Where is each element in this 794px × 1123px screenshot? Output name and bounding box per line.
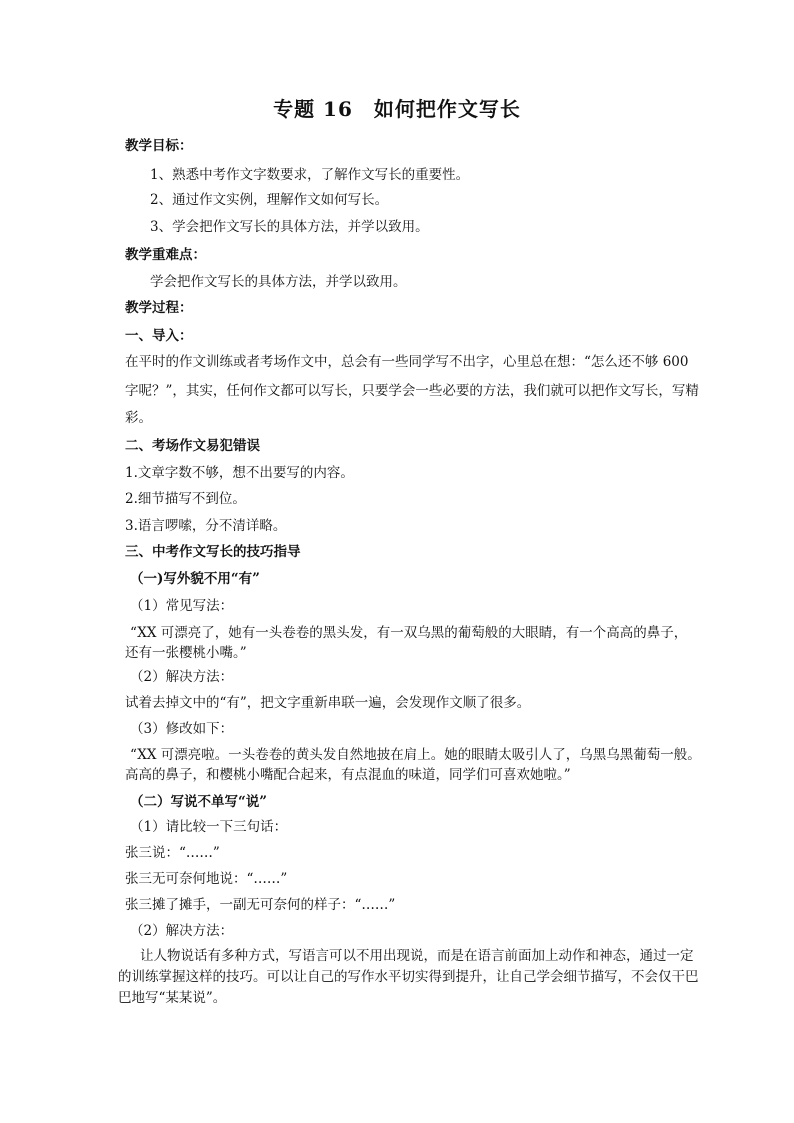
part2-heading: （二）写说不单写“说”	[130, 794, 268, 810]
intro-line: 字呢？”，其实，任何作文都可以写长，只要学会一些必要的方法，我们就可以把作文写长，写精	[125, 383, 699, 399]
part2-solution-line: 的训练掌握这样的技巧。可以让自己的写作水平切实得到提升，让自己学会细节描写，不会仅干巴	[118, 969, 699, 985]
part1-heading: （一)写外貌不用“有”	[130, 571, 260, 587]
difficulty-heading: 教学重难点：	[125, 247, 206, 263]
intro-heading: 一、导入：	[125, 328, 193, 344]
error-item: 3.语言啰嗦，分不清详略。	[125, 518, 287, 534]
part1-solution-label: （2）解决方法：	[130, 669, 234, 685]
part2-solution-label: （2）解决方法：	[130, 923, 234, 939]
error-item: 2.细节描写不到位。	[125, 491, 246, 507]
goal-item: 3、学会把作文写长的具体方法，并学以致用。	[150, 219, 429, 235]
part2-sentence: 张三无可奈何地说：“……”	[125, 871, 288, 887]
part2-solution-line: 让人物说话有多种方式，写语言可以不用出现说，而是在语言前面加上动作和神态，通过一定	[140, 948, 694, 964]
goals-heading: 教学目标：	[125, 138, 193, 154]
part1-revise-line: “XX 可漂亮啦。一头卷卷的黄头发自然地披在肩上。她的眼睛太吸引人了，乌黑乌黑葡萄一般。	[130, 747, 701, 763]
part1-common-line: “XX 可漂亮了，她有一头卷卷的黑头发，有一双乌黑的葡萄般的大眼睛，有一个高高的鼻子，	[130, 625, 688, 641]
skills-heading: 三、中考作文写长的技巧指导	[125, 544, 301, 560]
intro-line: 彩。	[125, 410, 152, 426]
part1-common-line: 还有一张樱桃小嘴。”	[125, 645, 247, 661]
part2-sentence: 张三说：“……”	[125, 845, 220, 861]
difficulty-text: 学会把作文写长的具体方法，并学以致用。	[150, 274, 407, 290]
part1-common-label: （1）常见写法：	[130, 598, 234, 614]
error-item: 1.文章字数不够，想不出要写的内容。	[125, 465, 354, 481]
intro-line: 在平时的作文训练或者考场作文中，总会有一些同学写不出字，心里总在想：“怎么还不够 600	[125, 354, 689, 370]
page-title: 专题 16 如何把作文写长	[273, 97, 521, 121]
part1-solution-text: 试着去掉文中的“有”，把文字重新串联一遍，会发现作文顺了很多。	[125, 695, 531, 711]
part2-compare-label: （1）请比较一下三句话：	[130, 819, 288, 835]
part1-revise-label: （3）修改如下：	[130, 721, 234, 737]
part2-solution-line: 巴地写“某某说”。	[118, 990, 227, 1006]
goal-item: 1、熟悉中考作文字数要求，了解作文写长的重要性。	[150, 167, 470, 183]
part1-revise-line: 高高的鼻子，和樱桃小嘴配合起来，有点混血的味道，同学们可喜欢她啦。”	[125, 767, 571, 783]
goal-item: 2、通过作文实例，理解作文如何写长。	[150, 192, 389, 208]
errors-heading: 二、考场作文易犯错误	[125, 438, 260, 454]
part2-sentence: 张三摊了摊手，一副无可奈何的样子：“……”	[125, 897, 396, 913]
process-heading: 教学过程：	[125, 300, 193, 316]
